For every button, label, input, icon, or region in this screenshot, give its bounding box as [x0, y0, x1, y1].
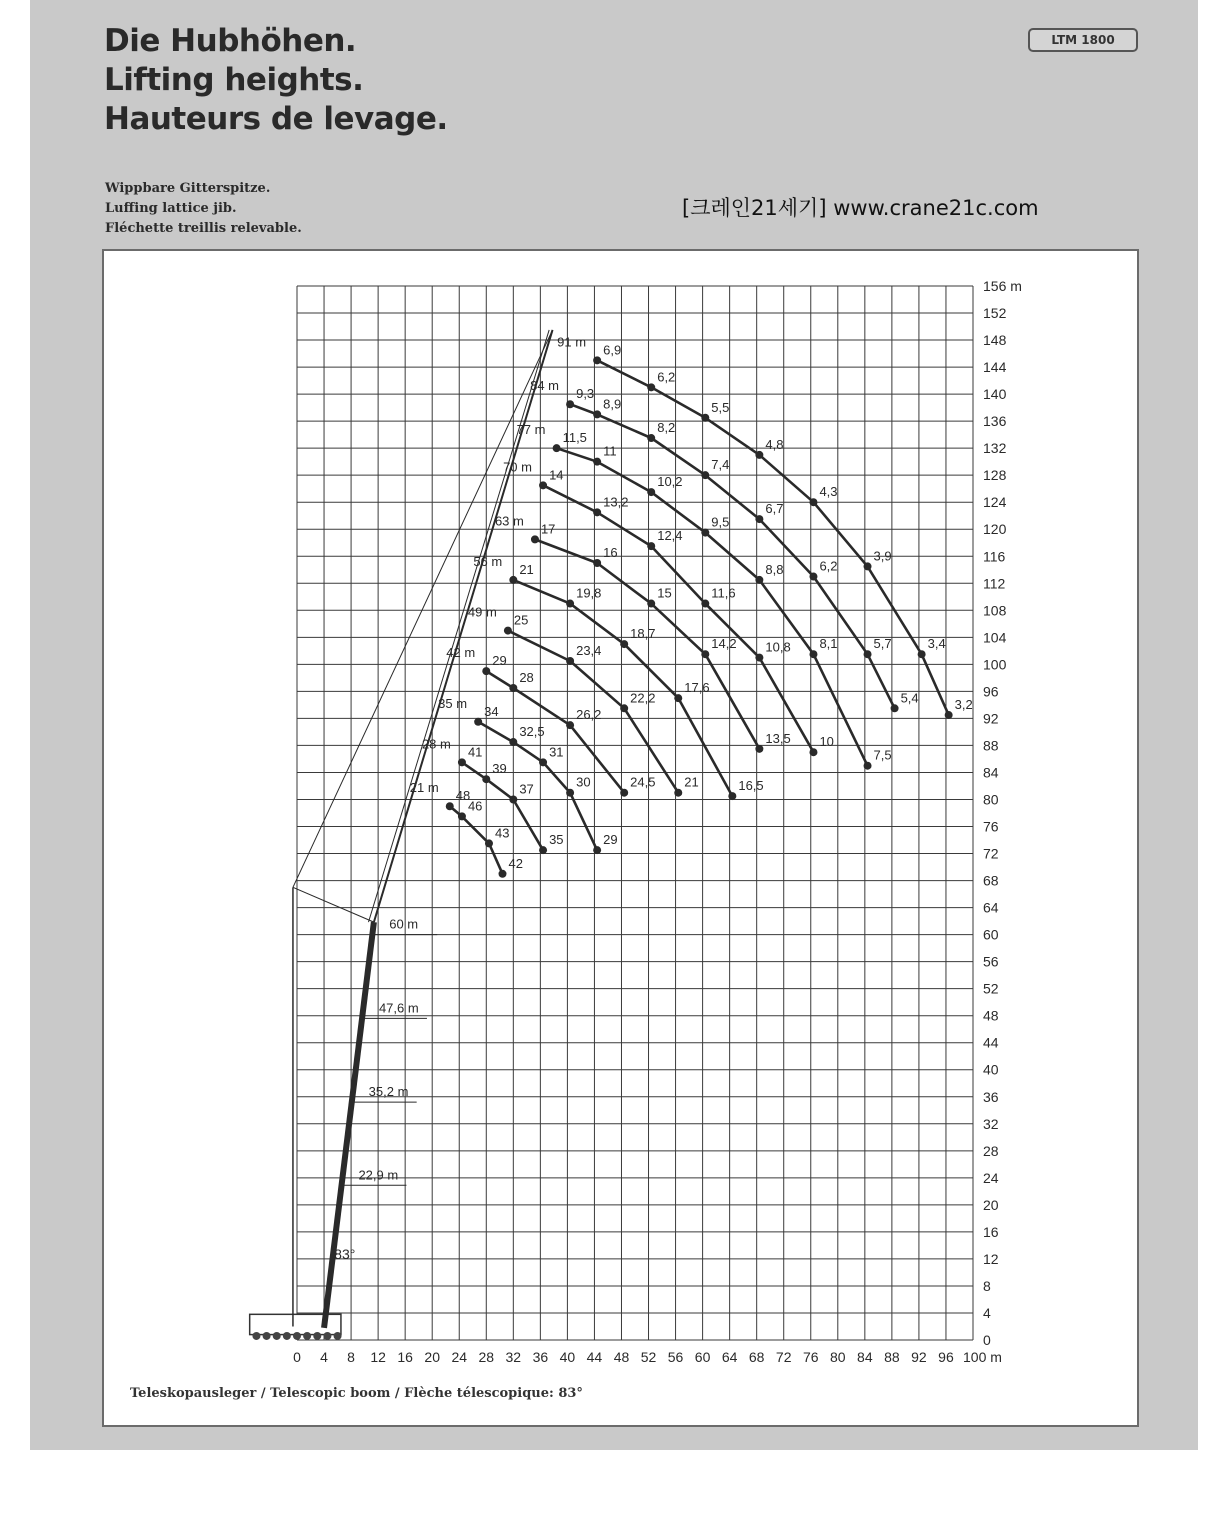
y-tick-label: 136	[983, 413, 1007, 430]
radius-label: 41	[467, 744, 483, 760]
y-tick-label: 32	[983, 1115, 999, 1132]
curve-point	[674, 694, 682, 702]
title-german: Die Hubhöhen.	[104, 23, 357, 59]
curve-point	[701, 650, 709, 658]
radius-label: 32,5	[519, 724, 545, 740]
curve-point	[620, 704, 628, 712]
radius-label: 6,2	[657, 369, 676, 385]
radius-label: 11,6	[711, 585, 736, 601]
y-tick-label: 112	[983, 575, 1006, 592]
title-english: Lifting heights.	[104, 62, 364, 98]
curve-point	[701, 600, 709, 608]
curve-point	[809, 498, 817, 506]
radius-label: 14	[549, 467, 564, 483]
radius-label: 6,7	[765, 501, 784, 517]
x-tick-label: 32	[505, 1349, 522, 1365]
radius-label: 3,9	[873, 548, 892, 564]
radius-label: 29	[603, 832, 618, 848]
chart-panel	[102, 249, 1139, 1427]
y-tick-label: 16	[983, 1223, 999, 1240]
curve-point	[531, 535, 539, 543]
radius-label: 24,5	[630, 774, 656, 790]
curve-point	[755, 515, 763, 523]
radius-label: 17	[540, 521, 556, 537]
radius-label: 31	[549, 744, 564, 760]
jib-length-label: 49 m	[467, 604, 497, 620]
y-tick-label: 140	[983, 386, 1007, 403]
x-tick-label: 44	[586, 1349, 603, 1365]
curve-point	[891, 704, 899, 712]
radius-label: 5,5	[711, 399, 730, 415]
curve-point	[593, 458, 601, 466]
radius-label: 14,2	[711, 636, 737, 652]
curve-point	[809, 748, 817, 756]
radius-label: 7,4	[711, 457, 730, 473]
x-tick-label: 60	[694, 1349, 711, 1365]
curve-point	[701, 471, 709, 479]
x-tick-label: 8	[347, 1349, 355, 1365]
radius-label: 11	[603, 443, 617, 459]
curve-point	[728, 792, 736, 800]
y-tick-label: 40	[983, 1061, 999, 1078]
radius-label: 4,8	[765, 436, 784, 452]
y-tick-label: 104	[983, 629, 1007, 646]
curve-point	[593, 559, 601, 567]
radius-label: 18,7	[630, 626, 656, 642]
curve-point	[539, 758, 547, 766]
radius-label: 5,7	[873, 636, 892, 652]
crane-wheel	[313, 1332, 321, 1340]
jib-length-label: 42 m	[446, 645, 476, 661]
y-tick-label: 0	[983, 1332, 991, 1348]
radius-label: 8,8	[765, 561, 784, 577]
curve-point	[647, 434, 655, 442]
curve-point	[593, 846, 601, 854]
curve-point	[620, 640, 628, 648]
x-tick-label: 56	[667, 1349, 684, 1365]
lifting-curve	[597, 360, 949, 715]
curve-point	[755, 576, 763, 584]
boom-length-label: 60 m	[389, 916, 419, 932]
crane-wheel	[263, 1332, 271, 1340]
curve-point	[539, 481, 547, 489]
subtitle-german: Wippbare Gitterspitze.	[105, 181, 271, 196]
x-tick-label: 20	[424, 1349, 440, 1365]
subtitle-french: Fléchette treillis relevable.	[105, 221, 302, 236]
page-subtitle	[105, 179, 302, 239]
radius-label: 35	[549, 832, 564, 848]
radius-label: 10,2	[657, 474, 683, 490]
y-tick-label: 36	[983, 1088, 999, 1105]
radius-label: 3,2	[954, 697, 973, 713]
curve-point	[647, 383, 655, 391]
curve-point	[755, 745, 763, 753]
radius-label: 9,5	[711, 514, 730, 530]
y-tick-label: 120	[983, 521, 1007, 538]
y-tick-label: 4	[983, 1304, 991, 1321]
radius-label: 6,9	[603, 342, 622, 358]
y-tick-label: 128	[983, 467, 1007, 484]
curve-point	[620, 789, 628, 797]
y-tick-label: 84	[983, 764, 999, 781]
curve-point	[593, 508, 601, 516]
x-tick-label: 40	[559, 1349, 576, 1365]
curve-point	[566, 657, 574, 665]
radius-label: 10	[819, 734, 834, 750]
radius-label: 13,2	[603, 494, 629, 510]
radius-label: 16	[603, 545, 618, 561]
x-tick-label: 52	[640, 1349, 657, 1365]
crane-wheel	[273, 1332, 281, 1340]
curve-point	[864, 562, 872, 570]
crane-wheel	[283, 1332, 291, 1340]
curve-point	[701, 414, 709, 422]
radius-label: 48	[455, 788, 471, 804]
radius-label: 21	[519, 561, 534, 577]
curve-point	[701, 529, 709, 537]
jib-length-label: 70 m	[503, 459, 532, 475]
curve-point	[474, 718, 482, 726]
radius-label: 22,2	[630, 690, 656, 706]
x-tick-label: 92	[911, 1349, 927, 1365]
radius-label: 30	[576, 774, 591, 790]
y-tick-label: 24	[983, 1169, 999, 1186]
x-tick-label: 0	[293, 1349, 301, 1365]
curve-point	[809, 650, 817, 658]
radius-label: 11,5	[562, 430, 587, 446]
curve-point	[566, 600, 574, 608]
curve-point	[509, 576, 517, 584]
curve-point	[755, 451, 763, 459]
page-title	[104, 22, 448, 139]
radius-label: 8,2	[657, 420, 676, 436]
jib-length-label: 91 m	[557, 334, 587, 350]
curve-point	[446, 802, 454, 810]
y-tick-label: 56	[983, 953, 999, 970]
radius-label: 25	[513, 612, 529, 628]
jib-length-label: 35 m	[438, 695, 468, 711]
radius-label: 15	[657, 585, 672, 601]
y-tick-label: 28	[983, 1142, 999, 1159]
y-tick-label: 132	[983, 440, 1007, 457]
curve-point	[504, 627, 512, 635]
jib-length-label: 21 m	[409, 780, 439, 796]
radius-label: 26,2	[576, 707, 602, 723]
radius-label: 13,5	[765, 730, 791, 746]
curve-point	[755, 654, 763, 662]
curve-point	[593, 356, 601, 364]
telescopic-boom	[324, 922, 374, 1328]
x-tick-label: 12	[370, 1349, 386, 1365]
y-tick-label: 144	[983, 359, 1007, 376]
radius-label: 3,4	[927, 636, 946, 652]
jib-length-label: 63 m	[494, 513, 524, 529]
curve-point	[566, 400, 574, 408]
y-tick-label: 92	[983, 710, 999, 727]
radius-label: 37	[519, 781, 534, 797]
lifting-height-chart	[104, 251, 1137, 1425]
crane-wheel	[323, 1332, 331, 1340]
x-tick-label: 84	[857, 1349, 873, 1365]
curve-point	[647, 488, 655, 496]
curve-point	[482, 667, 490, 675]
x-tick-label: 48	[613, 1349, 630, 1365]
y-tick-label: 108	[983, 602, 1007, 619]
y-tick-label: 152	[983, 305, 1007, 322]
boom-length-label: 35,2 m	[368, 1084, 409, 1100]
radius-label: 8,1	[819, 636, 838, 652]
radius-label: 10,8	[765, 639, 791, 655]
radius-label: 39	[492, 761, 507, 777]
curve-point	[485, 839, 493, 847]
crane-wheel	[303, 1332, 311, 1340]
y-tick-label: 52	[983, 980, 999, 997]
radius-label: 19,8	[576, 585, 602, 601]
watermark-text: [크레인21세기] www.crane21c.com	[682, 196, 1039, 220]
jib-length-label: 84 m	[530, 378, 560, 394]
radius-label: 43	[494, 825, 510, 841]
curve-point	[553, 444, 561, 452]
y-tick-label: 48	[983, 1007, 999, 1024]
y-tick-label: 100	[983, 656, 1007, 673]
y-tick-label: 96	[983, 683, 999, 700]
subtitle-english: Luffing lattice jib.	[105, 201, 237, 216]
y-tick-label: 88	[983, 737, 999, 754]
guy-rope	[293, 887, 374, 922]
x-tick-label: 68	[748, 1349, 765, 1365]
radius-label: 7,5	[873, 747, 892, 763]
y-tick-label: 12	[983, 1250, 999, 1267]
radius-label: 6,2	[819, 558, 838, 574]
curve-point	[482, 775, 490, 783]
jib-length-label: 77 m	[516, 422, 546, 438]
crane-wheel	[334, 1332, 342, 1340]
x-tick-label: 28	[478, 1349, 495, 1365]
radius-label: 42	[508, 855, 523, 871]
curve-point	[593, 410, 601, 418]
y-tick-label: 80	[983, 791, 999, 808]
x-tick-label: 36	[532, 1349, 549, 1365]
curve-point	[918, 650, 926, 658]
x-tick-label: 88	[884, 1349, 900, 1365]
curve-point	[864, 762, 872, 770]
y-tick-label: 124	[983, 494, 1007, 511]
x-tick-label: 80	[830, 1349, 846, 1365]
curve-point	[566, 721, 574, 729]
radius-label: 34	[484, 703, 499, 719]
y-tick-label: 116	[983, 548, 1006, 565]
curve-point	[674, 789, 682, 797]
curve-point	[509, 738, 517, 746]
x-tick-label: 76	[802, 1349, 819, 1365]
crane-wheel	[293, 1332, 301, 1340]
x-tick-label: 24	[451, 1349, 468, 1365]
radius-label: 12,4	[657, 528, 683, 544]
radius-label: 29	[492, 653, 507, 669]
radius-label: 46	[467, 798, 483, 814]
model-badge: LTM 1800	[1028, 28, 1138, 52]
x-tick-label: 72	[775, 1349, 792, 1365]
y-tick-label: 64	[983, 899, 999, 916]
x-tick-label: 96	[938, 1349, 954, 1365]
curve-point	[809, 573, 817, 581]
curve-point	[566, 789, 574, 797]
y-tick-label: 68	[983, 872, 999, 889]
radius-label: 9,3	[576, 386, 595, 402]
curve-point	[864, 650, 872, 658]
radius-label: 16,5	[738, 778, 764, 794]
curve-point	[647, 600, 655, 608]
curve-point	[509, 795, 517, 803]
title-french: Hauteurs de levage.	[104, 101, 448, 137]
y-tick-label: 156 m	[983, 278, 1022, 294]
radius-label: 28	[519, 670, 534, 686]
radius-label: 17,6	[684, 680, 710, 696]
y-tick-label: 44	[983, 1034, 999, 1051]
curve-point	[458, 812, 466, 820]
y-tick-label: 72	[983, 845, 999, 862]
crane-wheel	[252, 1332, 260, 1340]
curve-point	[647, 542, 655, 550]
x-tick-label: 16	[397, 1349, 413, 1365]
jib-length-label: 56 m	[473, 553, 503, 569]
radius-label: 8,9	[603, 396, 622, 412]
boom-length-label: 22,9 m	[358, 1167, 399, 1183]
y-tick-label: 148	[983, 332, 1007, 349]
x-tick-label: 100 m	[963, 1349, 1002, 1365]
boom-caption: Teleskopausleger / Telescopic boom / Flèche télescopique: 83°	[130, 1386, 583, 1401]
y-tick-label: 60	[983, 926, 999, 943]
boom-angle-label: 83°	[334, 1245, 356, 1262]
y-tick-label: 8	[983, 1277, 991, 1294]
curve-point	[945, 711, 953, 719]
curve-point	[509, 684, 517, 692]
boom-length-label: 47,6 m	[378, 1000, 419, 1016]
radius-label: 21	[684, 774, 699, 790]
curve-point	[499, 870, 507, 878]
jib-length-label: 28 m	[421, 736, 451, 752]
radius-label: 23,4	[576, 642, 602, 658]
radius-label: 5,4	[900, 690, 919, 706]
curve-point	[458, 758, 466, 766]
curve-point	[539, 846, 547, 854]
y-tick-label: 76	[983, 818, 999, 835]
radius-label: 4,3	[819, 484, 838, 500]
y-tick-label: 20	[983, 1196, 999, 1213]
x-tick-label: 4	[320, 1349, 328, 1365]
x-tick-label: 64	[721, 1349, 738, 1365]
